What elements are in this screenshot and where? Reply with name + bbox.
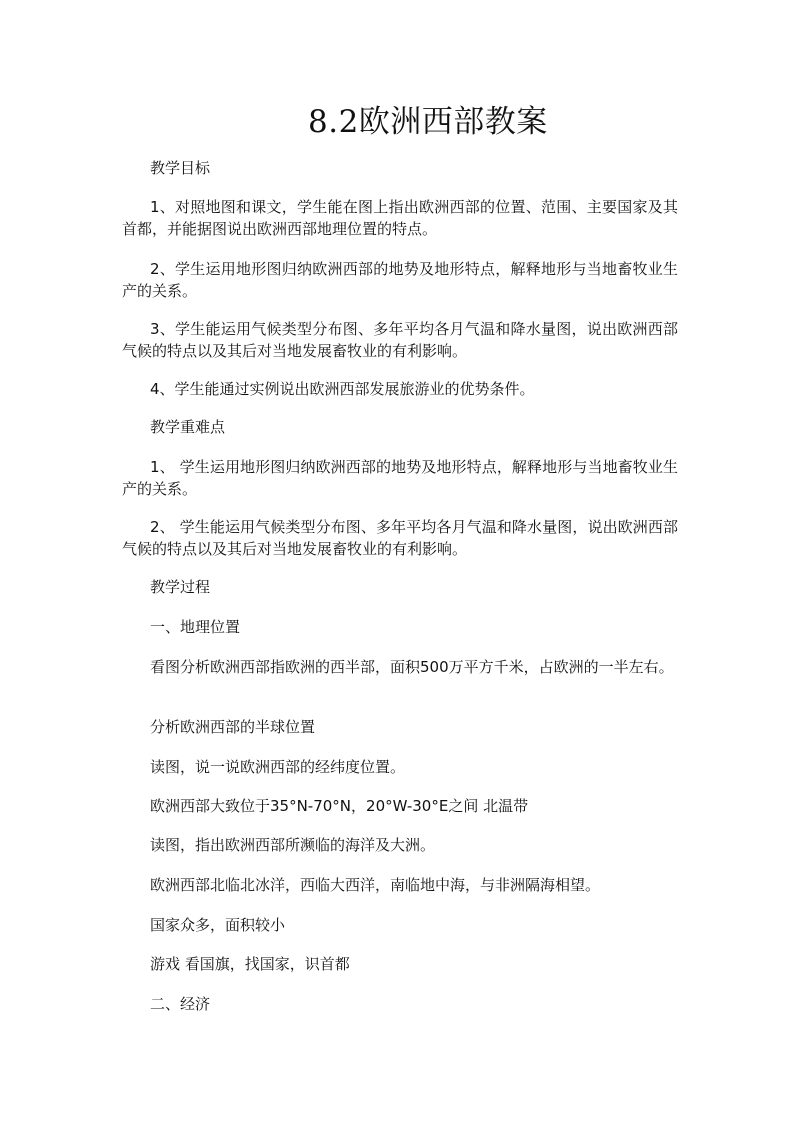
body-paragraph-game: 游戏 看国旗，找国家，识首都	[150, 955, 350, 973]
key-point-item-2: 2、 学生能运用气候类型分布图、多年平均各月气温和降水量图，说出欧洲西部气候的特点以及其后对当地发展畜牧业的有利影响。	[122, 518, 678, 558]
objective-item-3: 3、学生能运用气候类型分布图、多年平均各月气温和降水量图，说出欧洲西部气候的特点以及其后对当地发展畜牧业的有利影响。	[122, 320, 678, 360]
objective-item-2: 2、学生运用地形图归纳欧洲西部的地势及地形特点，解释地形与当地畜牧业生产的关系。	[122, 260, 678, 300]
subsection-heading-location: 一、地理位置	[150, 618, 241, 636]
objective-item-1: 1、对照地图和课文，学生能在图上指出欧洲西部的位置、范围、主要国家及其首都，并能据图说出欧洲西部地理位置的特点。	[122, 198, 678, 238]
document-title: 8.2欧洲西部教案	[308, 104, 548, 140]
key-point-item-1: 1、 学生运用地形图归纳欧洲西部的地势及地形特点，解释地形与当地畜牧业生产的关系。	[122, 458, 678, 498]
body-paragraph-coordinates: 欧洲西部大致位于35°N-70°N，20°W-30°E之间 北温带	[150, 797, 529, 815]
body-paragraph-borders: 欧洲西部北临北冰洋，西临大西洋，南临地中海，与非洲隔海相望。	[150, 876, 601, 894]
body-paragraph-hemisphere: 分析欧洲西部的半球位置	[150, 718, 316, 736]
body-paragraph-countries: 国家众多，面积较小	[150, 916, 286, 934]
objective-item-4: 4、学生能通过实例说出欧洲西部发展旅游业的优势条件。	[150, 380, 535, 398]
body-paragraph-read-map-latlon: 读图，说一说欧洲西部的经纬度位置。	[150, 758, 406, 776]
subsection-heading-economy: 二、经济	[150, 995, 211, 1013]
section-heading-key-points: 教学重难点	[150, 418, 226, 436]
body-paragraph-area: 看图分析欧洲西部指欧洲的西半部，面积500万平方千米，占欧洲的一半左右。	[150, 658, 674, 676]
section-heading-process: 教学过程	[150, 578, 211, 596]
body-paragraph-read-map-oceans: 读图，指出欧洲西部所濒临的海洋及大洲。	[150, 836, 436, 854]
section-heading-objectives: 教学目标	[150, 159, 211, 177]
